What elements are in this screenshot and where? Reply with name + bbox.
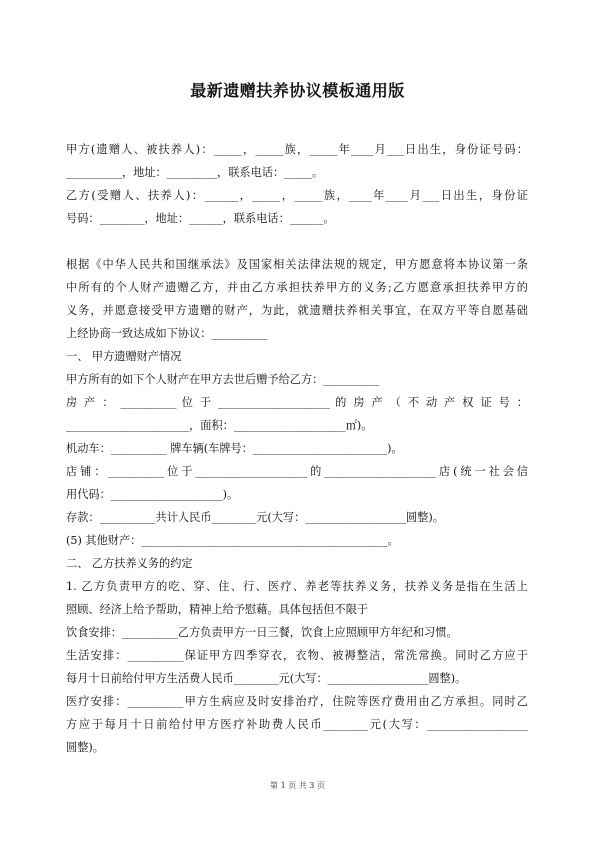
diet-line: 饮食安排：__________乙方负责甲方一日三餐，饮食上应照顾甲方年纪和习惯。 xyxy=(66,626,458,639)
party-a-line-1: 甲方(遗赠人、被扶养人)：_____，_____族，_____年____月___日出生，身份证号码： xyxy=(66,143,528,156)
party-a-line-2: __________，地址：_________，联系电话：_____。 xyxy=(66,166,324,179)
party-b-line-1: 乙方(受赠人、扶养人)：______，_____，_____族，____年____月___日出生，身份证 xyxy=(66,189,528,202)
living-line-1: 生活安排：__________保证甲方四季穿衣，衣物、被褥整洁，常洗常换。同时乙方应于 xyxy=(66,649,528,662)
deposit-line: 存款：__________共计人民币________元(大写：__________________圆整)。 xyxy=(66,511,444,524)
shop-line-1: 店铺：__________位于____________________的____________________店(统一社会信 xyxy=(66,465,528,478)
medical-line-2: 方应于每月十日前给付甲方医疗补助费人民币________元(大写：__________________ xyxy=(66,718,528,731)
section-heading-1: 一、 甲方遗赠财产情况 xyxy=(66,350,182,363)
preamble-line-1: 根据《中华人民共和国继承法》及国家相关法律法规的规定，甲方愿意将本协议第一条 xyxy=(66,258,528,271)
real-estate-line-1: 房 产 ： __________ 位 于 ____________________ 的 房 产 （ 不 动 产 权 证 号 ： xyxy=(66,396,528,409)
medical-line-1: 医疗安排：__________甲方生病应及时安排治疗，住院等医疗费用由乙方承担。同时乙 xyxy=(66,695,528,708)
vehicle-line: 机动车：__________ 牌车辆(车牌号：________________________)。 xyxy=(66,442,403,455)
property-intro: 甲方所有的如下个人财产在甲方去世后赠予给乙方：__________ xyxy=(66,373,380,386)
section-heading-2: 二、 乙方扶养义务的约定 xyxy=(66,557,193,570)
preamble-line-3: 义务，并愿意接受甲方遗赠的财产，为此，就遗赠扶养相关事宜，在双方平等自愿基础 xyxy=(66,304,528,317)
document-body xyxy=(66,138,528,759)
medical-line-3: 圆整)。 xyxy=(66,741,104,754)
preamble-line-2: 中所有的个人财产遗赠乙方，并由乙方承担扶养甲方的义务;乙方愿意承担扶养甲方的 xyxy=(66,281,528,294)
preamble-line-4: 上经协商一致达成如下协议：__________ xyxy=(66,327,268,340)
party-b-line-2: 号码：________，地址：______，联系电话：______。 xyxy=(66,212,335,225)
shop-line-2: 用代码：____________________)。 xyxy=(66,488,239,501)
document-title: 最新遗赠扶养协议模板通用版 xyxy=(190,81,405,100)
living-line-2: 每月十日前给付甲方生活费人民币________元(大写：__________________圆整)。 xyxy=(66,672,467,685)
support-duty-line-2: 照顾、经济上给予帮助，精神上给予慰藉。具体包括但不限于 xyxy=(66,603,369,616)
real-estate-line-2: ______________________，面积：____________________㎡)。 xyxy=(66,419,373,432)
support-duty-line-1: 1. 乙方负责甲方的吃、穿、住、行、医疗、养老等扶养义务，扶养义务是指在生活上 xyxy=(66,580,528,593)
spacer xyxy=(66,230,528,253)
other-property-line: (5) 其他财产：____________________________________________。 xyxy=(66,534,399,547)
page-number: 第 1 页 共 3 页 xyxy=(270,781,325,790)
